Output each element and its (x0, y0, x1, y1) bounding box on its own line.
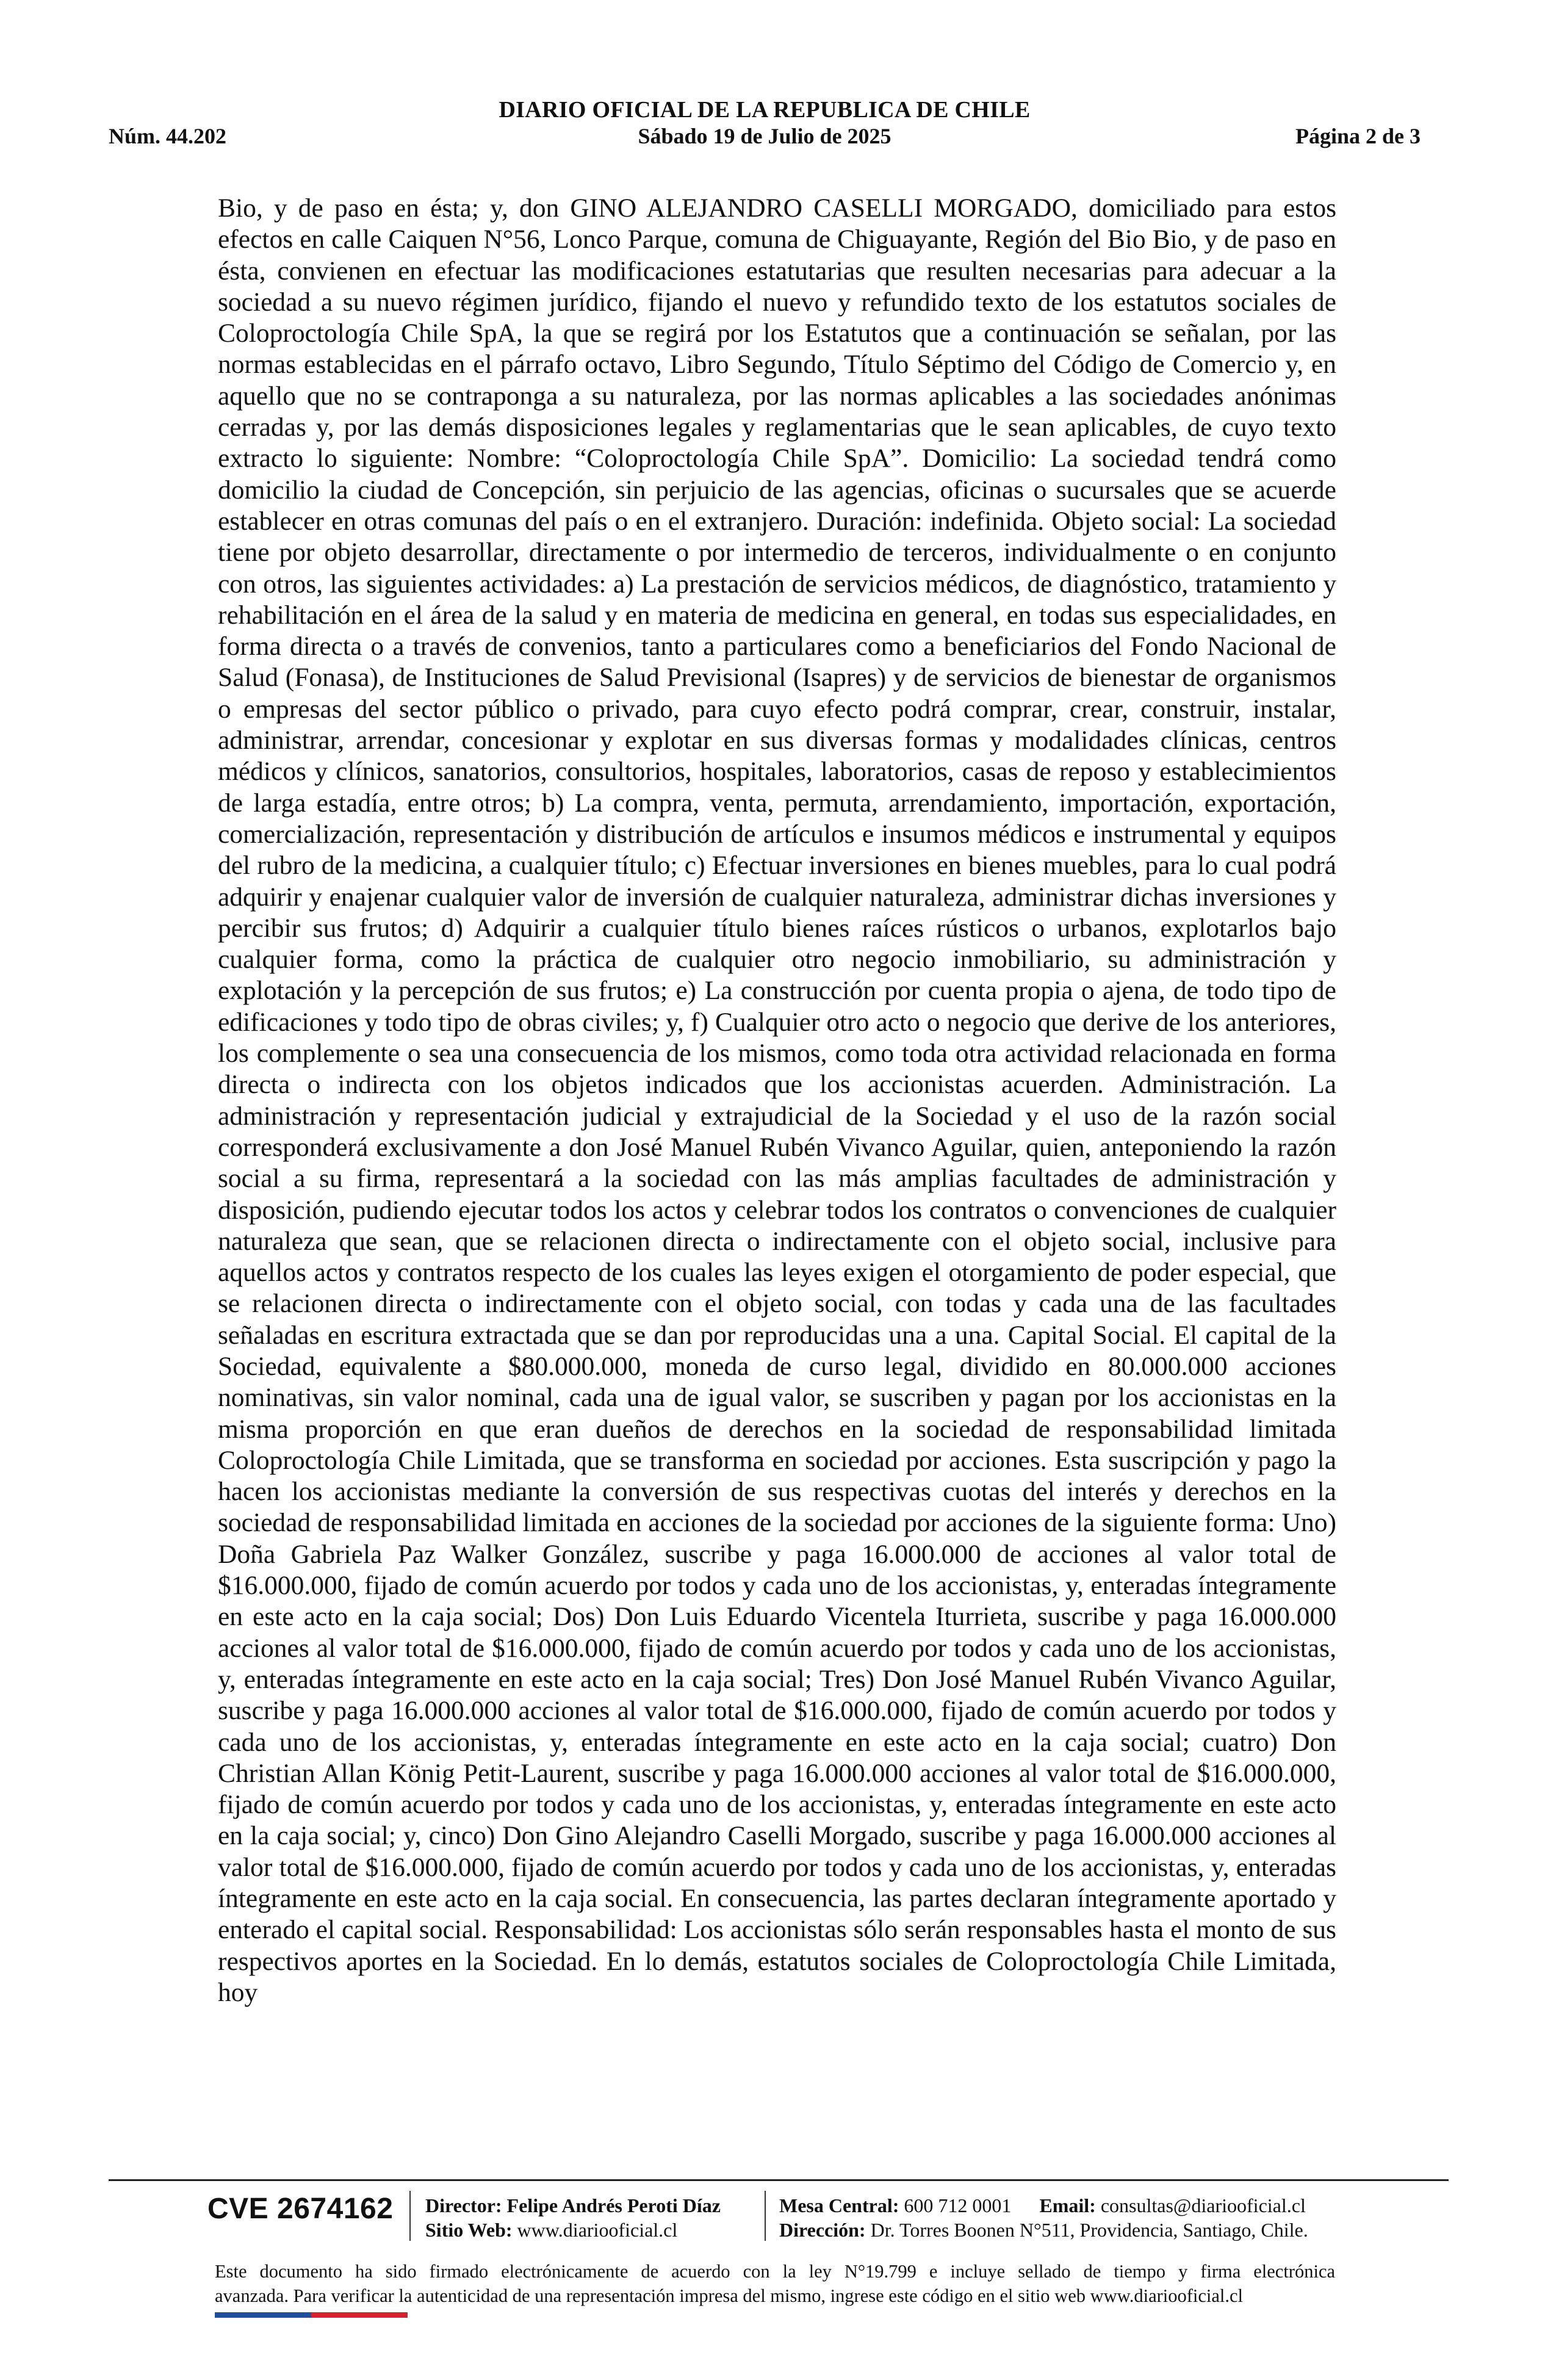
footer-contact-block (779, 2193, 1308, 2242)
footer-divider (109, 2179, 1449, 2181)
contact-line (779, 2193, 1308, 2218)
footer-separator (409, 2191, 411, 2241)
legal-notice-line: Este documento ha sido firmado electrónicamente de acuerdo con la ley N°19.799 e incluye sellado de tiempo y firma electrónica (215, 2261, 1335, 2282)
issue-number: Núm. 44.202 (109, 124, 227, 148)
website-line (425, 2218, 721, 2242)
flag-bar-red (311, 2312, 408, 2318)
page-indicator: Página 2 de 3 (1295, 124, 1421, 148)
website-link[interactable]: www.diariooficial.cl (517, 2219, 678, 2241)
email-link[interactable]: consultas@diariooficial.cl (1100, 2194, 1306, 2216)
issue-date: Sábado 19 de Julio de 2025 (638, 124, 891, 148)
phone-number: 600 712 0001 (904, 2194, 1012, 2216)
director-name: Felipe Andrés Peroti Díaz (506, 2194, 721, 2216)
director-line (425, 2193, 721, 2218)
phone-label: Mesa Central: (779, 2194, 899, 2216)
footer-separator (765, 2191, 766, 2241)
address-value: Dr. Torres Boonen N°511, Providencia, Santiago, Chile. (870, 2219, 1308, 2241)
director-label: Director: (425, 2194, 502, 2216)
address-line (779, 2218, 1308, 2242)
flag-bar-blue (215, 2312, 311, 2318)
legal-notice (215, 2259, 1335, 2308)
body-paragraph: Bio, y de paso en ésta; y, don GINO ALEJANDRO CASELLI MORGADO, domiciliado para estos efectos en calle Caiquen N°56, Lonco Parque, comuna de Chiguayante, Región del Bio Bio, y de paso en ésta, convienen en efectuar las modificaciones estatutarias que resulten necesarias para adecuar a la sociedad a su nuevo régimen jurídico, fijando el nuevo y refundido texto de los estatutos sociales de Coloproctología Chile SpA, la que se regirá por los Estatutos que a continuación se señalan, por las normas establecidas en el párrafo octavo, Libro Segundo, Título Séptimo del Código de Comercio y, en aquello que no se contraponga a su naturaleza, por las normas aplicables a las sociedades anónimas cerradas y, por las demás disposiciones legales y reglamentarias que le sean aplicables, de cuyo texto extracto lo siguiente: Nombre: “Coloproctología Chile SpA”. Domicilio: La sociedad tendrá como domicilio la ciudad de Concepción, sin perjuicio de las agencias, oficinas o sucursales que se acuerde establecer en otras comunas del país o en el extranjero. Duración: indefinida. Objeto social: La sociedad tiene por objeto desarrollar, directamente o por intermedio de terceros, individualmente o en conjunto con otros, las siguientes actividades: a) La prestación de servicios médicos, de diagnóstico, tratamiento y rehabilitación en el área de la salud y en materia de medicina en general, en todas sus especialidades, en forma directa o a través de convenios, tanto a particulares como a beneficiarios del Fondo Nacional de Salud (Fonasa), de Instituciones de Salud Previsional (Isapres) y de servicios de bienestar de organismos o empresas del sector público o privado, para cuyo efecto podrá comprar, crear, construir, instalar, administrar, arrendar, concesionar y explotar en sus diversas formas y modalidades clínicas, centros médicos y clínicos, sanatorios, consultorios, hospitales, laboratorios, casas de reposo y establecimientos de larga estadía, entre otros; b) La compra, venta, permuta, arrendamiento, importación, exportación, comercialización, representación y distribución de artículos e insumos médicos e instrumental y equipos del rubro de la medicina, a cualquier título; c) Efectuar inversiones en bienes muebles, para lo cual podrá adquirir y enajenar cualquier valor de inversión de cualquier naturaleza, administrar dichas inversiones y percibir sus frutos; d) Adquirir a cualquier título bienes raíces rústicos o urbanos, explotarlos bajo cualquier forma, como la práctica de cualquier otro negocio inmobiliario, su administración y explotación y la percepción de sus frutos; e) La construcción por cuenta propia o ajena, de todo tipo de edificaciones y todo tipo de obras civiles; y, f) Cualquier otro acto o negocio que derive de los anteriores, los complemente o sea una consecuencia de los mismos, como toda otra actividad relacionada en forma directa o indirecta con los objetos indicados que los accionistas acuerden. Administración. La administración y representación judicial y extrajudicial de la Sociedad y el uso de la razón social corresponderá exclusivamente a don José Manuel Rubén Vivanco Aguilar, quien, anteponiendo la razón social a su firma, representará a la sociedad con las más amplias facultades de administración y disposición, pudiendo ejecutar todos los actos y celebrar todos los contratos o convenciones de cualquier naturaleza que sean, que se relacionen directa o indirectamente con el objeto social, inclusive para aquellos actos y contratos respecto de los cuales las leyes exigen el otorgamiento de poder especial, que se relacionen directa o indirectamente con el objeto social, con todas y cada una de las facultades señaladas en escritura extractada que se dan por reproducidas una a una. Capital Social. El capital de la Sociedad, equivalente a $80.000.000, moneda de curso legal, dividido en 80.000.000 acciones nominativas, sin valor nominal, cada una de igual valor, se suscriben y pagan por los accionistas en la misma proporción en que eran dueños de derechos en la sociedad de responsabilidad limitada Coloproctología Chile Limitada, que se transforma en sociedad por acciones. Esta suscripción y pago la hacen los accionistas mediante la conversión de sus respectivas cuotas del interés y derechos en la sociedad de responsabilidad limitada en acciones de la sociedad por acciones de la siguiente forma: Uno) Doña Gabriela Paz Walker González, suscribe y paga 16.000.000 de acciones al valor total de $16.000.000, fijado de común acuerdo por todos y cada uno de los accionistas, y, enteradas íntegramente en este acto en la caja social; Dos) Don Luis Eduardo Vicentela Iturrieta, suscribe y paga 16.000.000 acciones al valor total de $16.000.000, fijado de común acuerdo por todos y cada uno de los accionistas, y, enteradas íntegramente en este acto en la caja social; Tres) Don José Manuel Rubén Vivanco Aguilar, suscribe y paga 16.000.000 acciones al valor total de $16.000.000, fijado de común acuerdo por todos y cada uno de los accionistas, y, enteradas íntegramente en este acto en la caja social; cuatro) Don Christian Allan König Petit-Laurent, suscribe y paga 16.000.000 acciones al valor total de $16.000.000, fijado de común acuerdo por todos y cada uno de los accionistas, y, enteradas íntegramente en este acto en la caja social; y, cinco) Don Gino Alejandro Caselli Morgado, suscribe y paga 16.000.000 acciones al valor total de $16.000.000, fijado de común acuerdo por todos y cada uno de los accionistas, y, enteradas íntegramente en este acto en la caja social. En consecuencia, las partes declaran íntegramente aportado y enterado el capital social. Responsabilidad: Los accionistas sólo serán responsables hasta el monto de sus respectivos aportes en la Sociedad. En lo demás, estatutos sociales de Coloproctología Chile Limitada, hoy (218, 193, 1336, 2007)
website-label: Sitio Web: (425, 2219, 513, 2241)
footer-director-block (425, 2193, 721, 2242)
page-header (109, 93, 1421, 160)
legal-notice-line: avanzada. Para verificar la autenticidad de una representación impresa del mismo, ingrese este código en el sitio web www.diariooficial.cl (215, 2285, 1244, 2306)
email-label: Email: (1039, 2194, 1096, 2216)
publication-title: DIARIO OFICIAL DE LA REPUBLICA DE CHILE (499, 97, 1031, 123)
cve-code: CVE 2674162 (207, 2193, 394, 2225)
address-label: Dirección: (779, 2219, 866, 2241)
